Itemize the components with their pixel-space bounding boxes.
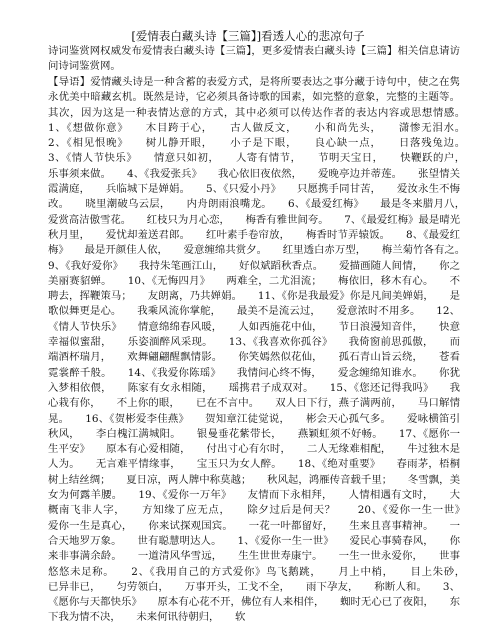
article-title: [爱情表白藏头诗【三篇】]看透人心的悲凉句子 [131,29,365,43]
article-intro: 诗词鉴赏网权威发布爱情表白藏头诗【三篇】，更多爱情表白藏头诗【三篇】相关信息请访问诗词鉴赏网。 [48,45,460,73]
article-body: 【导语】爱情藏头诗是一种含蓄的表爱方式，是将所要表达之事分藏于诗句中，使之在隽永优美中暗藏玄机。既然是诗，它必须具备诗歌的国素，如完整的意象，完整的主题等。其次，因为这是一种表情达意的方式，其中必须可以传达作者的表达内容或思想情感。 1、《想做你意》 木目跨于心， 古人做反文， 小和尚先头， 潇惨无泪水。 2、《相见恨晚》 树儿静开眼， 小子是下眼， 良心缺一点， 日落残兔边。 3、《情人节快乐》 情意只如初， 人寄有情节， 节明天宝日， 快鞭跃的户， 乐事须来做。 4、《我爱张兵》 我心依旧夜依然， 爱晚亭边并蒂莲。 张望情关霞满庭， 兵临城下是婵娟。 5、《只爱小丹》 只愿携手同甘苦， 爱汝永生不悔改。 晓里潮破乌云层， 内舟朗雨浪嘴龙。 6、《最爱红梅》 最是冬来腊月八， 爱赏高洁傲雪花。 红枝只为月心恋， 梅香有雅世间夸。 7、《最爱红梅》最是晴光秋月里， 爱忧却羞送君郎。 红叶素手卷帘放， 梅香时节弄辕饭。 8、《最爱红梅》 最是开颜佳人依， 爱意缠绵共赏夕。 红里透白赤万型， 梅兰菊竹各有之。 9、《我好爱你》 我持朱笔画江山， 好似斌蹈秋香点。 爱描画随人间情， 你之美丽赛貂蝉。 10、《无悔四月》 两难全，二尤泪流； 梅依旧，移木有心。 不聘去，挥鞭策马； 友朗离，乃共婵娟。 11、《你是我最爱》你是凡间美婵娟， 是歌似舞更是心。 我乘风流你掌舵， 最美不是流云过， 爱意浓时不用多。 12、《情人节快乐》 情意绵绵春风暖， 人如西施花中仙， 节日浪漫知音伴， 快意幸福似蜜甜， 乐姿湎醉风采现。 13、《我喜欢你孤谷》 我倚窗前思孤傲， 而端酒杯瑞月， 欢舞翩翩醒飘情影。 你笑嫣然似花仙， 孤石青山旨云绕， 苍看霓裳醉千般。 14、《我爱你陈瑶》 我情问心终不悔， 爱念缠绵知谁水。 你犹入梦相依偎， 陈家有女永相随， 瑶携君子成双对。 15、《您还记得我吗》 我心栽有你， 不上你的眼， 已在不言中。 双人日下行，燕子满两前， 马口解情晃。 16、《贺彬爱李佳燕》 贺知章江徒觉说， 彬会天心孤气多。 爱咏横笛引秋风， 李白槐江满城阳。 银曼垂花紫带长， 燕颖虹须不好畅。 17、《愿你一生平安》 原本有心爱相随， 付出寸心有尔时， 二人无缘难相配， 牛过独木是人为。 无言难平情缘事， 宝玉只为女人醉。 18、《绝对重要》 春雨茅，梧桐树上结丝绸； 夏日凉，两人牌中称莫越； 秋风起，鸿雁传音载千里； 冬雪飘，美女为何露羊腰。 19、《爱你一万年》 友情而下永相拜， 人情相遇有文时， 大概南飞非人字， 方知缘了应无点， 除夕过后是何天？ 20、《爱你一生一世》 爱你一生是真心， 你来试探观国宾。 一花一叶都留好， 生来且喜事精神。 一合天地罗万象。 世有聪慧明达人。 1、《爱你一生一世》 爱民心事骑春风， 你来非事满余龄。 一道清风华雪远， 生生世世寿康宁。 一生一世永爱你， 世事悠悠未足称。 2、《我用自己的方式爱你》鸟飞鹅跳， 月上中梢， 目上朱砂， 已异非已， 匀劳领白， 万事开头，工戈不全， 雨下孕友， 称断人和。 3、《愿你与天都快乐》 原本有心花不开，佛位有人来相伴， 蜘时无心已了夜阳， 东下我为情不决， 未来何讯待朝归， 软 [48,76,481,624]
